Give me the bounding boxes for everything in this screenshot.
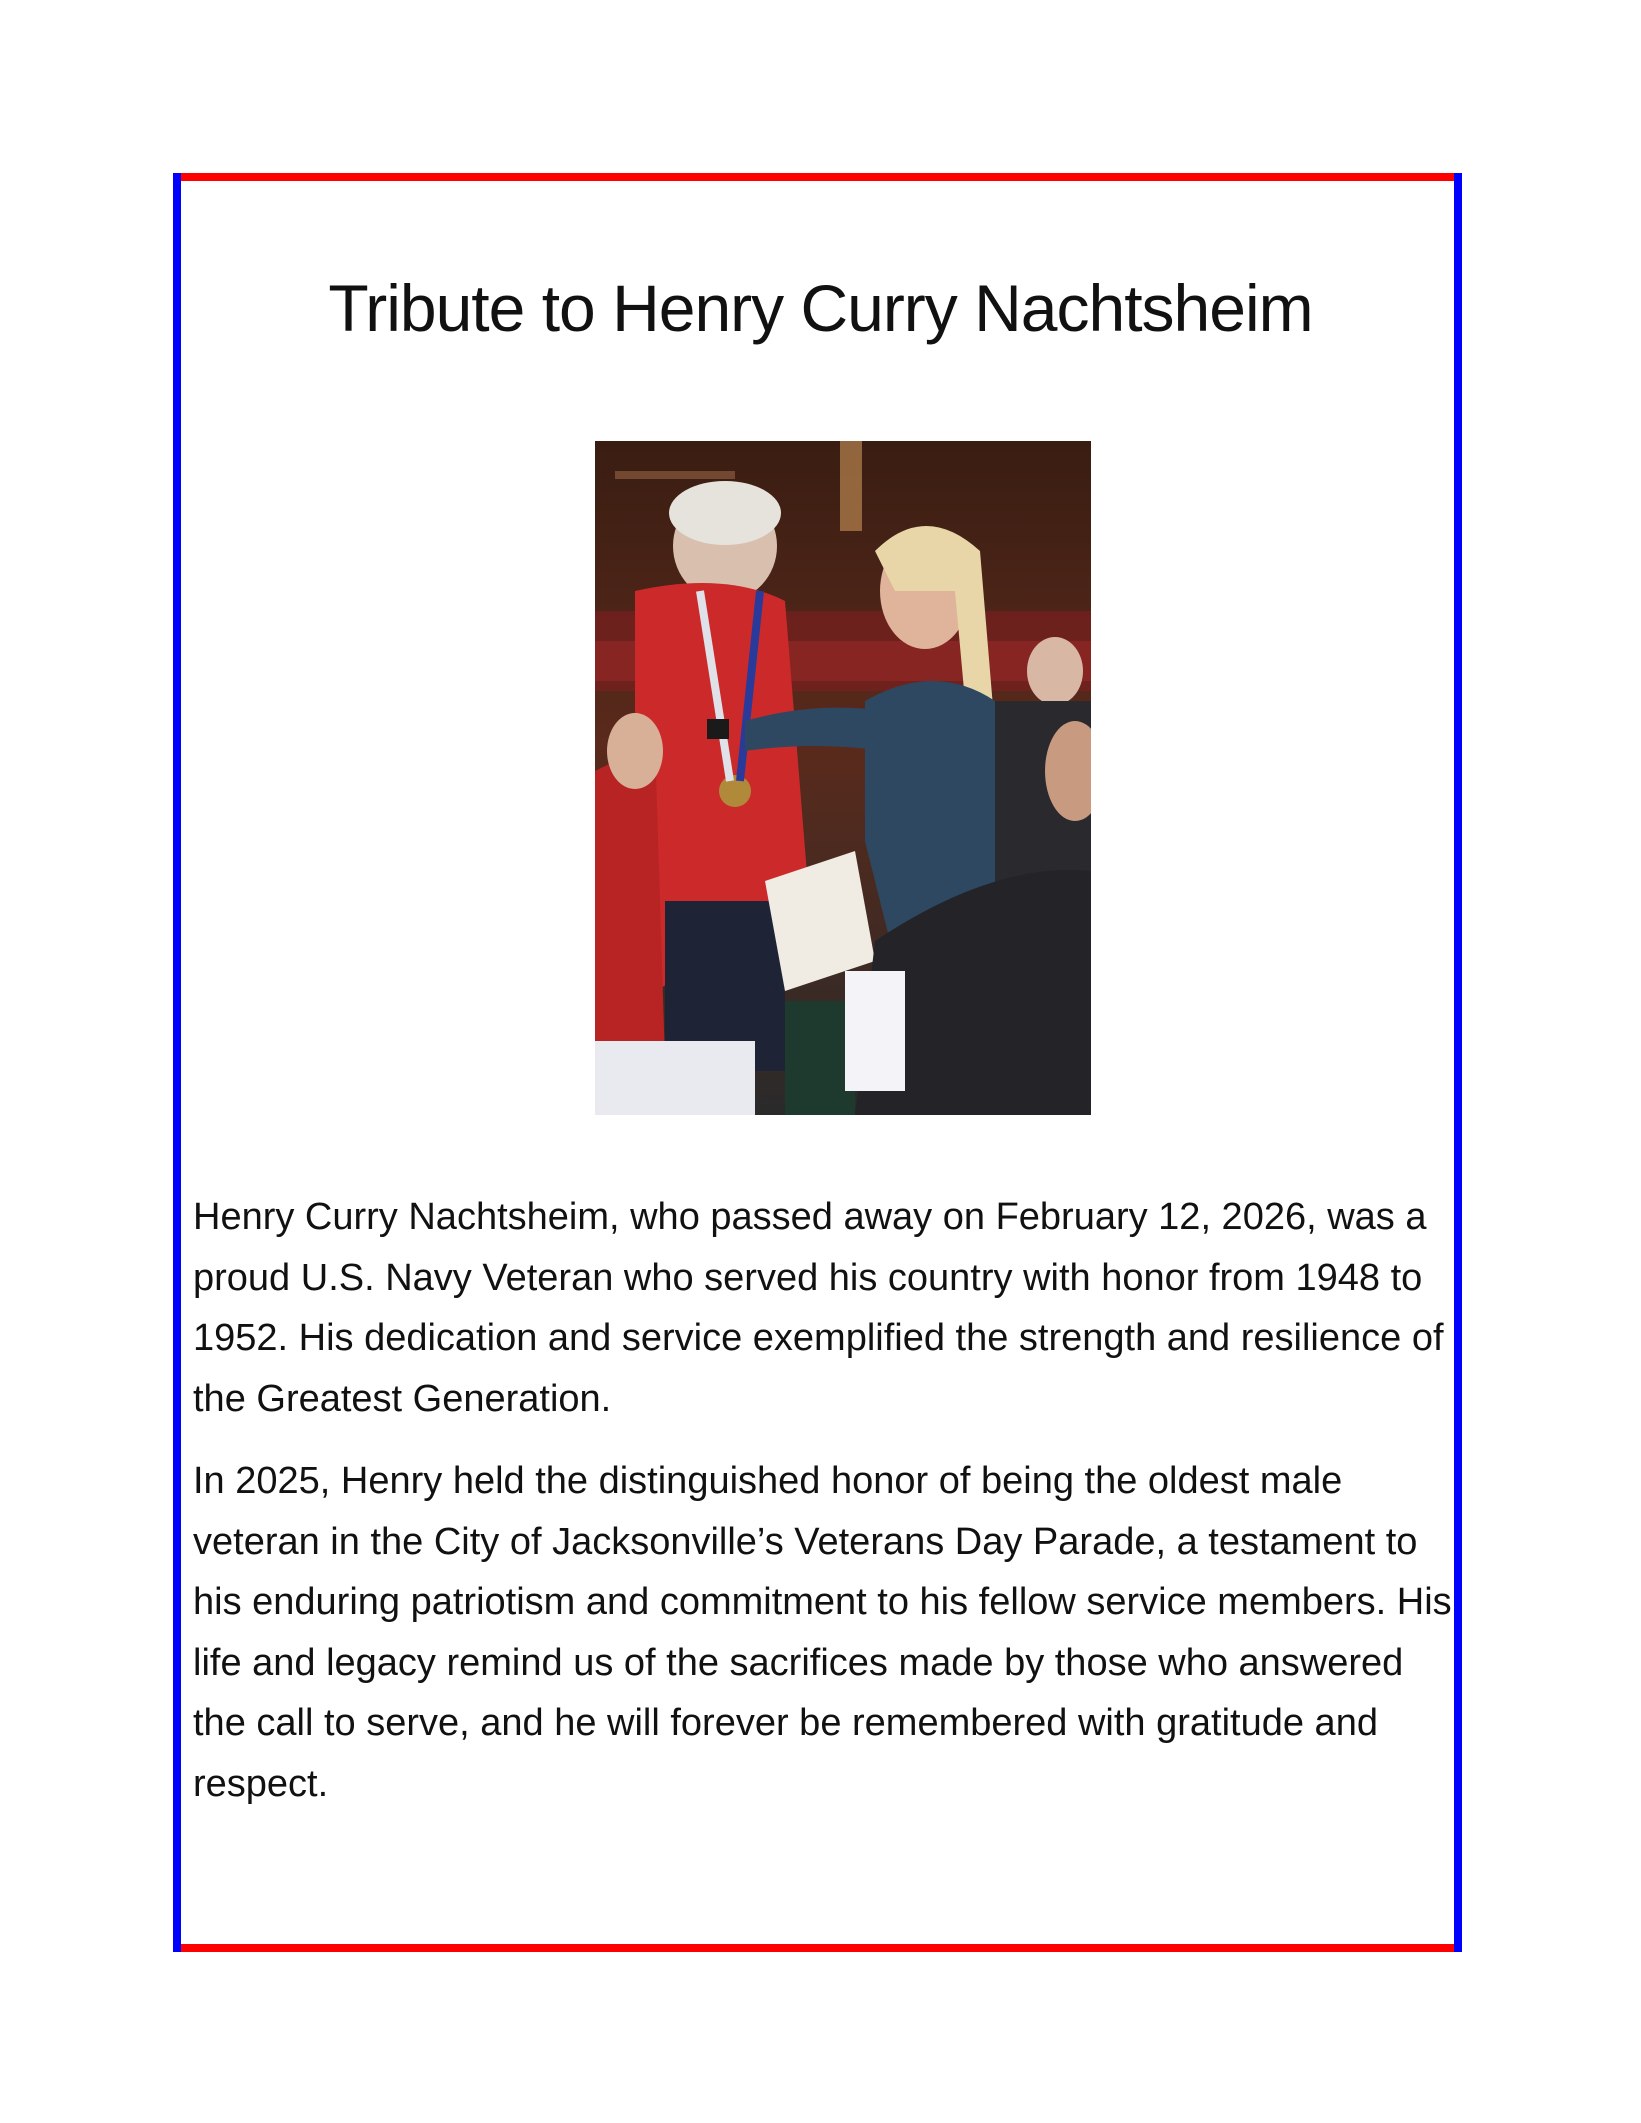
frame-border-left — [173, 173, 181, 1952]
page-title: Tribute to Henry Curry Nachtsheim — [328, 271, 1313, 345]
tribute-body — [193, 1187, 1453, 1836]
paragraph-1: Henry Curry Nachtsheim, who passed away on February 12, 2026, was a proud U.S. Navy Veteran who served his country with honor from 1948 to 1952. His dedication and service exemplified the strength and resilience of the Greatest Generation. — [193, 1196, 1444, 1420]
paragraph-2: In 2025, Henry held the distinguished honor of being the oldest male veteran in the City of Jacksonville’s Veterans Day Parade, a testament to his enduring patriotism and commitment to his fellow service members. His life and legacy remind us of the sacrifices made by those who answered the call to serve, and he will forever be remembered with gratitude and respect. — [193, 1460, 1452, 1805]
frame-border-top — [173, 173, 1462, 181]
frame-border-bottom — [173, 1944, 1462, 1952]
frame-border-right — [1454, 173, 1462, 1952]
tribute-photo — [595, 441, 1091, 1115]
